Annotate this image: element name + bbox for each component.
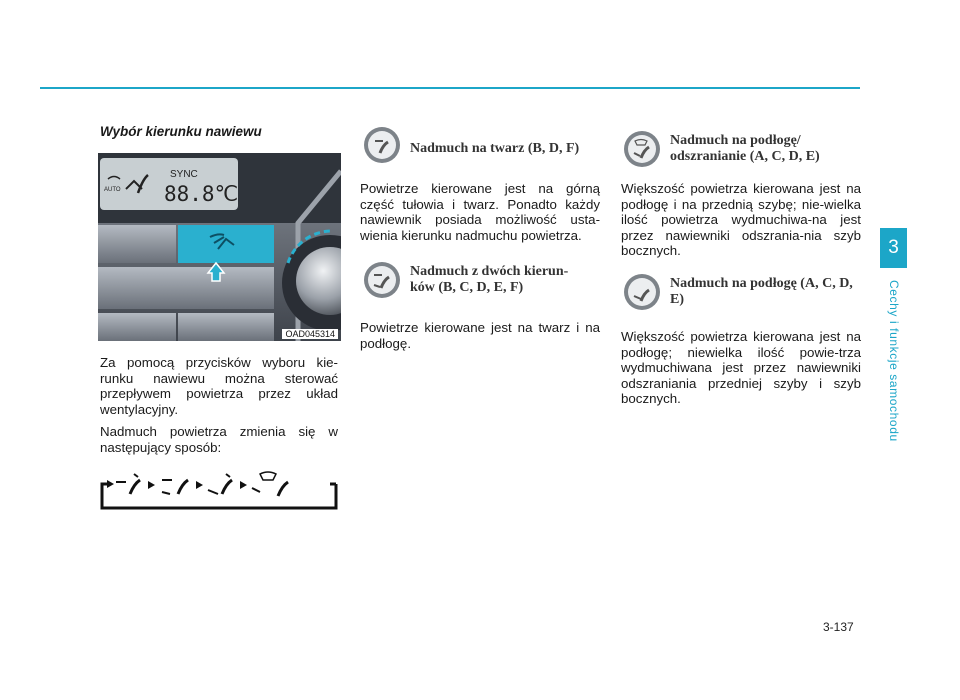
mode-title: Nadmuch na podłogę/ odszranianie (A, C, D, E): [670, 133, 820, 164]
chapter-title-vertical: [880, 280, 907, 450]
mode-title: Nadmuch na podłogę (A, C, D, E): [670, 276, 853, 307]
mode-header-floor: [622, 272, 862, 312]
mode-text-floor: [621, 329, 861, 414]
climate-panel-photo: [98, 153, 341, 341]
section-body: [100, 355, 338, 463]
bilevel-vent-icon: [162, 480, 188, 494]
display-sync: SYNC: [170, 169, 198, 180]
mode-text-face: [360, 181, 600, 250]
section-title: Wybór kierunku nawiewu: [100, 124, 262, 139]
floor-vent-icon: [208, 474, 232, 494]
paragraph: Powietrze kierowane jest na górną część tułowia i twarz. Ponadto każdy nawiewnik posiada możliwość usta-wienia kierunku nadmuchu powietrza.: [360, 181, 600, 243]
mode-header-floor-defrost: [622, 129, 862, 169]
mode-text-floor-defrost: [621, 181, 861, 266]
paragraph: Za pomocą przycisków wyboru kie-runku nawiewu można sterować przepływem powietrza przez układ wentylacyjny.: [100, 355, 338, 417]
chapter-tab: 3: [880, 228, 907, 268]
floor-defrost-icon: [252, 472, 288, 496]
floor-vent-icon: [622, 272, 662, 312]
mode-title: Nadmuch z dwóch kierun-ków (B, C, D, E, F): [410, 264, 569, 295]
mode-sequence-diagram: [100, 468, 338, 512]
chapter-title: Cechy i funkcje samochodu: [886, 280, 901, 442]
top-rule: [40, 87, 860, 89]
face-vent-icon: [362, 125, 402, 165]
paragraph: Większość powietrza kierowana jest na podłogę i na przednią szybę; nie-wielka ilość powietrza wydmuchiwa-na jest przez nawiewniki odszrania-nia szyb bocznych.: [621, 181, 861, 259]
bilevel-vent-icon: [362, 260, 402, 300]
climate-panel-illustration: [98, 153, 341, 341]
paragraph: Powietrze kierowane jest na twarz i na podłogę.: [360, 320, 600, 351]
paragraph: Nadmuch powietrza zmienia się w następujący sposób:: [100, 424, 338, 455]
page-number: 3-137: [823, 620, 854, 634]
mode-header-bilevel: [362, 260, 602, 300]
display-temp: 88.8℃: [164, 182, 239, 206]
display-auto: AUTO: [104, 187, 121, 193]
mode-title: Nadmuch na twarz (B, D, F): [410, 141, 580, 156]
paragraph: Większość powietrza kierowana jest na podłogę; niewielka ilość powie-trza wydmuchiwana jest przez nawiewniki odszraniania przedniej szyby i szyb bocznych.: [621, 329, 861, 407]
mode-header-face: [362, 125, 602, 165]
floor-defrost-icon: [622, 129, 662, 169]
image-code: OAD045314: [282, 329, 338, 339]
mode-text-bilevel: [360, 320, 600, 358]
face-vent-icon: [116, 474, 140, 494]
